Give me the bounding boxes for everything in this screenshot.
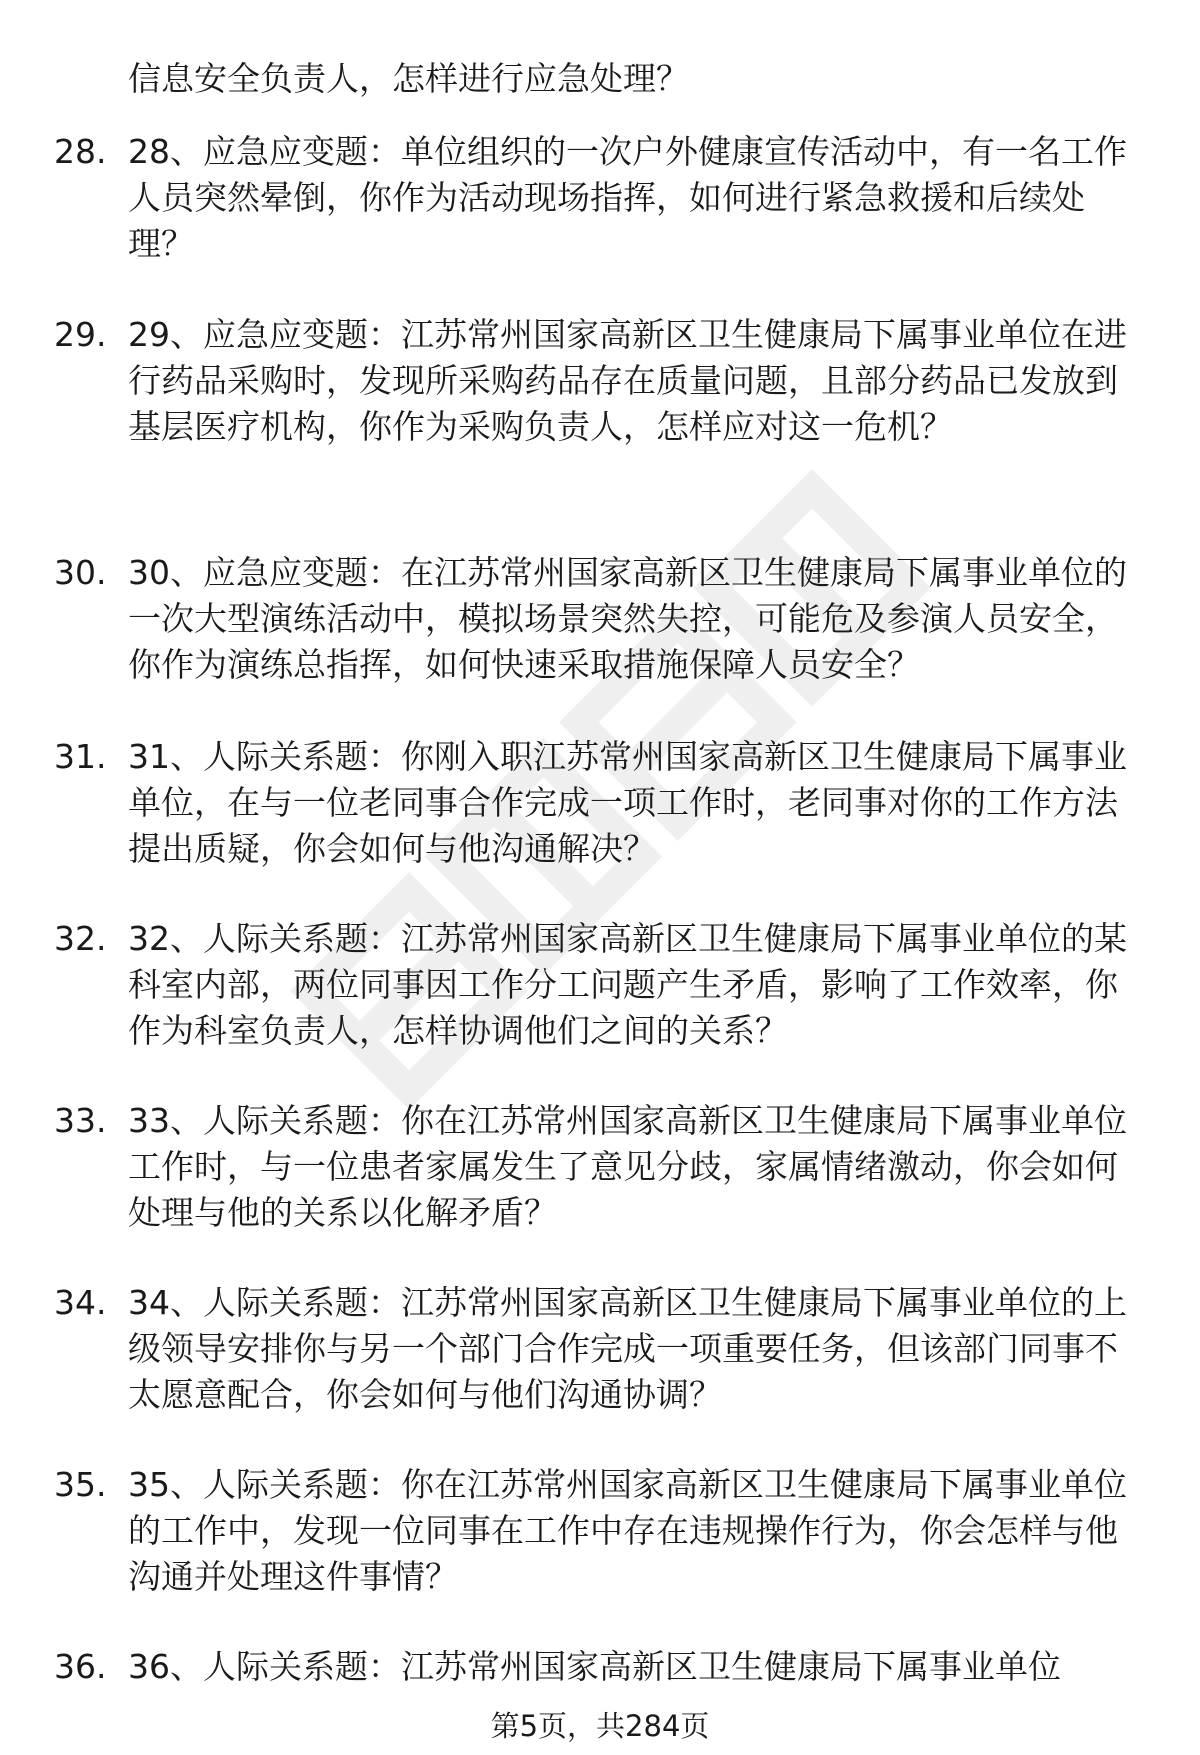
question-number: 35. bbox=[54, 1465, 107, 1504]
page-footer: 第5页，共284页 bbox=[490, 1709, 710, 1743]
question-text: 29、应急应变题：江苏常州国家高新区卫生健康局下属事业单位在进行药品采购时，发现所采购药品存在质量问题，且部分药品已发放到基层医疗机构，你作为采购负责人，怎样应对这一危机？ bbox=[128, 315, 1127, 446]
question-text: 30、应急应变题：在江苏常州国家高新区卫生健康局下属事业单位的一次大型演练活动中，模拟场景突然失控，可能危及参演人员安全，你作为演练总指挥，如何快速采取措施保障人员安全？ bbox=[128, 553, 1127, 684]
question-number: 36. bbox=[54, 1647, 107, 1686]
question-text: 35、人际关系题：你在江苏常州国家高新区卫生健康局下属事业单位的工作中，发现一位同事在工作中存在违规操作行为，你会怎样与他沟通并处理这件事情？ bbox=[128, 1465, 1127, 1596]
question-text: 36、人际关系题：江苏常州国家高新区卫生健康局下属事业单位 bbox=[128, 1647, 1061, 1686]
question-text: 33、人际关系题：你在江苏常州国家高新区卫生健康局下属事业单位工作时，与一位患者家属发生了意见分歧，家属情绪激动，你会如何处理与他的关系以化解矛盾？ bbox=[128, 1101, 1127, 1232]
question-text: 28、应急应变题：单位组织的一次户外健康宣传活动中，有一名工作人员突然晕倒，你作为活动现场指挥，如何进行紧急救援和后续处理？ bbox=[128, 132, 1127, 263]
question-number: 32. bbox=[54, 919, 107, 958]
question-text: 34、人际关系题：江苏常州国家高新区卫生健康局下属事业单位的上级领导安排你与另一个部门合作完成一项重要任务，但该部门同事不太愿意配合，你会如何与他们沟通协调？ bbox=[128, 1283, 1127, 1414]
question-number: 30. bbox=[54, 553, 107, 592]
question-text: 31、人际关系题：你刚入职江苏常州国家高新区卫生健康局下属事业单位，在与一位老同事合作完成一项工作时，老同事对你的工作方法提出质疑，你会如何与他沟通解决？ bbox=[128, 737, 1127, 868]
question-number: 33. bbox=[54, 1101, 107, 1140]
question-text: 信息安全负责人，怎样进行应急处理？ bbox=[128, 59, 689, 98]
question-text: 32、人际关系题：江苏常州国家高新区卫生健康局下属事业单位的某科室内部，两位同事因工作分工问题产生矛盾，影响了工作效率，你作为科室负责人，怎样协调他们之间的关系？ bbox=[128, 919, 1127, 1050]
question-number: 28. bbox=[54, 132, 107, 171]
question-number: 31. bbox=[54, 737, 107, 776]
question-number: 29. bbox=[54, 315, 107, 354]
question-number: 34. bbox=[54, 1283, 107, 1322]
